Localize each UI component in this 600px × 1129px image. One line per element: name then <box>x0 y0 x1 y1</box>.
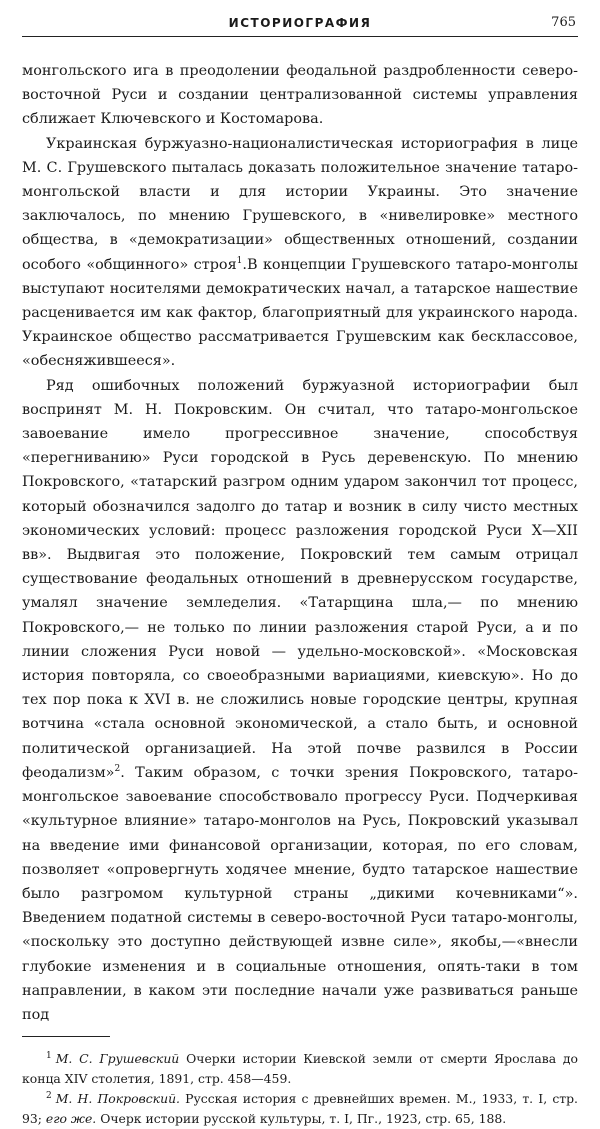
footnote-ref-1[interactable]: 1 <box>236 255 243 266</box>
footnote-1-number: 1 <box>46 1051 52 1061</box>
running-head: ИСТОРИОГРАФИЯ <box>228 16 372 30</box>
footnote-1-text: Очерки истории Киевской земли от смерти Ярослава до конца XIV столетия, 1891, стр. 458—459. <box>22 1051 579 1087</box>
page-number: 765 <box>551 15 576 30</box>
paragraph-2-text-a: Украинская буржуазно-националистическая историография в лице М. С. Грушевского пыталась доказать положительное значение татаро-монгольской власти и для истории Украины. Это значение заключалось, по мнению Грушевского, в «нивелировке» местного общества, в «демократизации» общественных отношений, создании особого «общинного» строя <box>22 135 578 273</box>
paragraph-1 <box>22 59 578 132</box>
paragraph-1-text: монгольского ига в преодолении феодальной раздробленности северо-восточной Руси и создании централизованной системы управления сближает Ключевского и Костомарова. <box>22 63 578 128</box>
paragraph-3 <box>22 374 578 1027</box>
page-header <box>22 14 578 37</box>
footnote-2-ibid: его же. <box>45 1111 97 1127</box>
footnote-2-text-b: Очерк истории русской культуры, т. I, Пг., 1923, стр. 65, 188. <box>96 1111 507 1127</box>
footnote-2-text-a: Русская история с древнейших времен. М., 1933, т. I, стр. 93; <box>22 1091 578 1127</box>
footnote-divider <box>22 1036 110 1037</box>
main-text <box>22 59 578 1027</box>
footnote-2-author: М. Н. Покровский. <box>55 1091 180 1107</box>
footnote-ref-2[interactable]: 2 <box>114 764 121 775</box>
footnote-1 <box>22 1049 578 1089</box>
paragraph-2-text-b: .В концепции Грушевского татаро-монголы выступают носителями демократических начал, а татарское нашествие расценивается им как фактор, благоприятный для украинского народа. Украинское общество рассматривается Грушевским как бесклассовое, «обесняжившееся». <box>22 256 578 370</box>
footnote-2-number: 2 <box>46 1091 52 1101</box>
book-page <box>22 14 578 1129</box>
footnotes <box>22 1049 578 1129</box>
paragraph-3-text-b: . Таким образом, с точки зрения Покровского, татаро-монгольское завоевание способствовало прогрессу Руси. Подчеркивая «культурное влияние» татаро-монголов на Русь, Покровский указывал на введение ими финансовой организации, которая, по его словам, позволяет «опровергнуть ходячее мнение, будто татарское нашествие было разгромом культурной страны „дикими кочевниками“». Введением податной системы в северо-восточной Руси татаро-монголы, «поскольку это доступно действующей извне силе», якобы,—«внесли глубокие изменения и в социальные отношения, опять-таки в том направлении, в каком эти последние начали уже развиваться раньше под <box>22 764 578 1023</box>
paragraph-2 <box>22 132 578 374</box>
footnote-1-author: М. С. Грушевский <box>55 1051 180 1067</box>
paragraph-3-text-a: Ряд ошибочных положений буржуазной историографии был воспринят М. Н. Покровским. Он считал, что татаро-монгольское завоевание имело прогрессивное значение, способствуя «перегниванию» Руси городской в Русь деревенскую. По мнению Покровского, «татарский разгром одним ударом закончил тот процесс, который обозначился задолго до татар и возник в силу чисто местных экономических условий: процесс разложения городской Руси X—XII вв». Выдвигая это положение, Покровский тем самым отрицал существование феодальных отношений в древнерусском государстве, умалял значение земледелия. «Татарщина шла,— по мнению Покровского,— не только по линии разложения старой Руси, а и по линии сложения Руси новой — удельно-московской». «Московская история повторяла, со своеобразными вариациями, киевскую». Но до тех пор пока к XVI в. не сложились новые городские центры, крупная вотчина «стала основной экономической, а стало быть, и основной политической организацией. На этой почве развился в России феодализм» <box>22 377 578 781</box>
footnote-2 <box>22 1089 578 1129</box>
